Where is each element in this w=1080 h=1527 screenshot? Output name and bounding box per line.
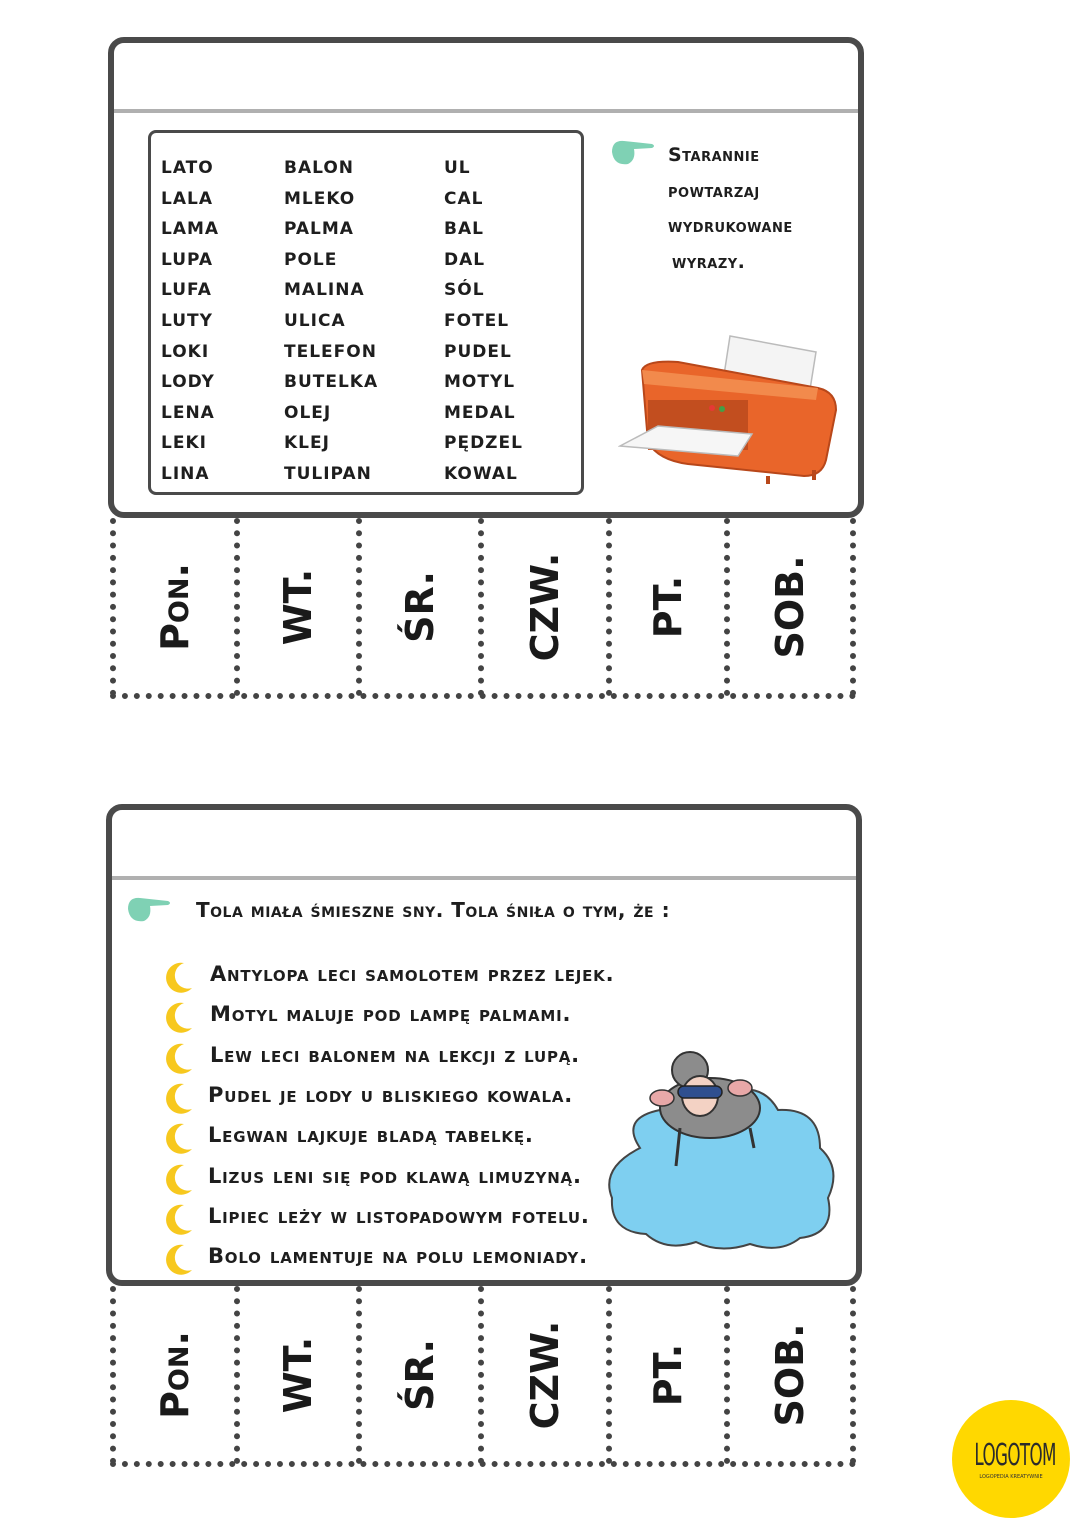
word-item: LATO (161, 158, 214, 178)
crescent-moon-icon (162, 1081, 194, 1115)
word-item: LEKI (161, 433, 207, 454)
day-label: ŚR. (398, 571, 442, 643)
day-label: CZW. (523, 552, 567, 662)
tabs-bottom-edge (110, 693, 856, 699)
word-item: MLEKO (284, 188, 356, 209)
word-item: LODY (161, 372, 215, 393)
tab-pon (110, 518, 234, 696)
instruction-text (668, 138, 793, 280)
sheep-on-cloud-illustration (600, 1048, 842, 1254)
word-item: BALON (284, 158, 355, 178)
crescent-moon-icon (162, 1041, 194, 1075)
day-label: WT. (276, 568, 320, 646)
dream-sentence: Motyl maluje pod lampę palmami. (210, 1002, 572, 1027)
tab-wt (234, 1286, 356, 1464)
tabs-bottom-edge (110, 1461, 856, 1467)
day-label: ŚR. (398, 1339, 442, 1411)
day-label: CZW. (523, 1320, 567, 1430)
word-item: LENA (161, 402, 215, 423)
dream-sentence: Lipiec leży w listopadowym fotelu. (208, 1203, 590, 1228)
word-item: ULICA (284, 310, 346, 331)
logotom-logo (952, 1400, 1070, 1518)
tab-pt (606, 1286, 724, 1464)
printer-illustration (618, 330, 842, 484)
word-item: LOKI (161, 341, 210, 362)
day-label: Pon. (153, 1331, 197, 1419)
day-label: WT. (276, 1336, 320, 1414)
word-list-box (148, 130, 584, 495)
tab-sob (724, 1286, 856, 1464)
logo-tagline: LOGOPEDIA KREATYWNIE (979, 1474, 1043, 1480)
word-item: UL (444, 158, 471, 178)
instruction-line: Starannie (668, 144, 760, 166)
word-item: KLEJ (284, 433, 330, 454)
day-label: PT. (646, 1343, 690, 1407)
word-item: PUDEL (444, 341, 512, 362)
dream-sentence: Legwan lajkuje bladą tabelkę. (208, 1123, 534, 1148)
word-item: PĘDZEL (444, 433, 523, 454)
weekday-tabs (110, 518, 856, 696)
dream-sentence: Antylopa leci samolotem przez lejek. (210, 962, 615, 986)
instruction-line: wyrazy. (672, 250, 746, 273)
instruction-line: wydrukowane (668, 215, 793, 237)
word-item: LUTY (161, 310, 213, 331)
word-item: OLEJ (284, 402, 332, 423)
dream-sentence: Lizus leni się pod klawą limuzyną. (208, 1163, 582, 1188)
intro-text: Tola miała śmieszne sny. Tola śniła o tym, że : (196, 898, 671, 922)
crescent-moon-icon (162, 960, 194, 994)
dream-sentence: Bolo lamentuje na polu lemoniady. (208, 1244, 588, 1269)
weekday-tabs (110, 1286, 856, 1464)
pointing-hand-icon (608, 136, 656, 168)
word-item: LUPA (161, 249, 214, 270)
day-label: SOB. (768, 1323, 812, 1427)
word-item: FOTEL (444, 310, 510, 331)
tab-sr (356, 1286, 478, 1464)
logo-name: LOGOTOM (974, 1438, 1056, 1473)
word-item: LINA (161, 463, 210, 484)
instruction-line: powtarzaj (668, 179, 760, 202)
word-item: SÓL (444, 280, 485, 301)
crescent-moon-icon (162, 1242, 194, 1276)
word-item: BAL (444, 219, 484, 240)
dream-sentence: Pudel je lody u bliskiego kowala. (208, 1082, 574, 1107)
crescent-moon-icon (162, 1202, 194, 1236)
tab-sr (356, 518, 478, 696)
word-item: PALMA (284, 219, 354, 240)
tab-czw (478, 1286, 606, 1464)
card-divider (112, 876, 856, 880)
word-item: CAL (444, 188, 484, 209)
word-item: MEDAL (444, 402, 516, 423)
crescent-moon-icon (162, 1162, 194, 1196)
word-item: POLE (284, 249, 338, 270)
word-item: BUTELKA (284, 372, 379, 393)
word-item: TELEFON (284, 341, 377, 362)
dream-sentence: Lew leci balonem na lekcji z lupą. (210, 1042, 580, 1067)
word-item: TULIPAN (284, 463, 372, 484)
card-divider (114, 109, 858, 113)
word-item: LUFA (161, 280, 212, 301)
pointing-hand-icon (124, 893, 172, 925)
crescent-moon-icon (162, 1000, 194, 1034)
word-item: MALINA (284, 280, 365, 301)
tab-sob (724, 518, 856, 696)
word-item: KOWAL (444, 463, 518, 484)
day-label: PT. (646, 575, 690, 639)
word-column-3 (444, 153, 523, 490)
word-item: MOTYL (444, 372, 516, 393)
tab-wt (234, 518, 356, 696)
word-item: LALA (161, 188, 213, 209)
word-column-2 (284, 153, 378, 490)
tab-czw (478, 518, 606, 696)
word-item: LAMA (161, 219, 220, 240)
word-column-1 (161, 153, 219, 490)
tab-pon (110, 1286, 234, 1464)
day-label: Pon. (153, 563, 197, 651)
tab-pt (606, 518, 724, 696)
day-label: SOB. (768, 555, 812, 659)
word-item: DAL (444, 249, 486, 270)
crescent-moon-icon (162, 1121, 194, 1155)
